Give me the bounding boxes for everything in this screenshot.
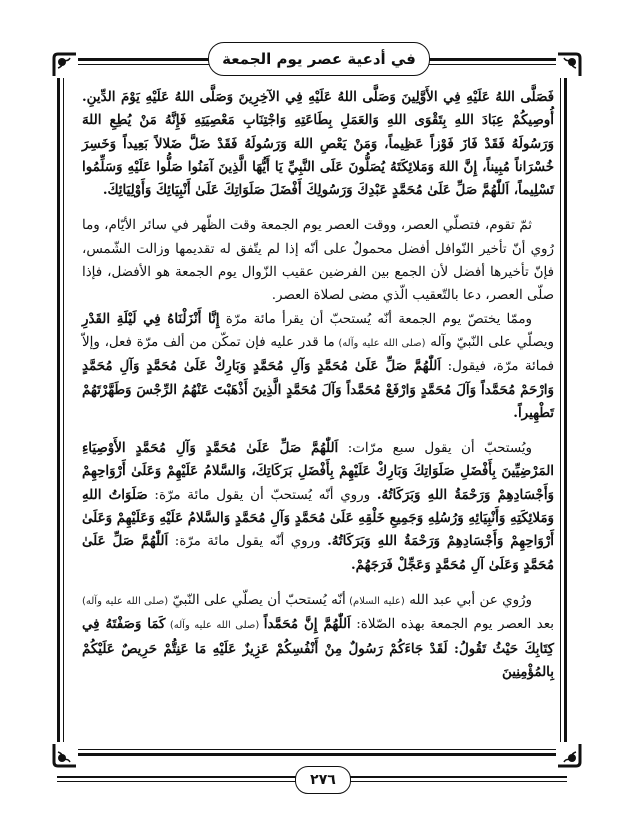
supplication-text: اَللّٰهُمَّ صَلِّ عَلَىٰ مُحَمَّدٍ وَآلِ مُحَمَّدٍ الأَوْصِيَاءِ المَرْضِيِّينَ بِأَفْضَلِ صَلَوَاتِكَ وَبَارِكْ عَلَيْهِمْ بِأَفْضَلِ بَرَكَاتِكَ، وَالسَّلامُ عَلَيْهِمْ وَعَلَىٰ أَرْوَاحِهِمْ وَأَجْسَادِهِمْ وَرَحْمَةُ اللهِ وَبَرَكَاتُهُ. bbox=[82, 440, 555, 503]
corner-ornament-icon bbox=[556, 52, 582, 78]
narration-text: ويصلّي على النّبيّ وآله bbox=[425, 334, 554, 350]
narration-text: وروي أنّه يقول مائة مرّة: bbox=[168, 534, 328, 550]
corner-ornament-icon bbox=[556, 742, 582, 768]
supplication-text: اَللّٰهُمَّ إِنَّ مُحَمَّداً bbox=[263, 616, 351, 633]
narration-text: ويُستحبّ أن يقول سبع مرّات: bbox=[338, 441, 532, 457]
page-number-cartouche bbox=[295, 766, 351, 794]
narration-text: وممّا يختصّ يوم الجمعة أنّه يُستحبّ أن يقرأ مائة مرّة bbox=[219, 311, 532, 327]
page-body bbox=[82, 86, 554, 684]
corner-ornament-icon bbox=[52, 52, 78, 78]
narration-text: ما قدر عليه فإن تمكّن من ألف مرّة فعل، وإلاّ فمائة مرّة، فيقول: bbox=[82, 334, 554, 375]
narration-text: وروي أنّه يُستحبّ أن يقول مائة مرّة: bbox=[147, 487, 377, 503]
paragraph-sermon-conclusion: فَصَلَّى اللهُ عَلَيْهِ فِي الأَوَّلِينَ وَصَلَّى اللهُ عَلَيْهِ فِي الآخِرِينَ وَصَلَّى اللهُ عَلَيْهِ يَوْمَ الدِّينِ. أُوصِيكُمْ عِبَادَ اللهِ بِتَقْوَى اللهِ وَالعَمَلِ بِطَاعَتِهِ وَاجْتِنَابِ مَعْصِيَتِهِ فَإِنَّهُ مَنْ يُطِعِ اللهَ وَرَسُولَهُ فَقَدْ فَازَ فَوْزاً عَظِيماً، وَمَنْ يَعْصِ اللهَ وَرَسُولَهُ فَقَدْ ضَلَّ ضَلالاً بَعِيداً وَخَسِرَ خُسْرَاناً مُبِيناً، إِنَّ اللهَ وَمَلائِكَتَهُ يُصَلُّونَ عَلَى النَّبِيِّ يَا أَيُّهَا الَّذِينَ آمَنُوا صَلُّوا عَلَيْهِ وَسَلِّمُوا تَسْلِيماً، اَللّٰهُمَّ صَلِّ عَلَىٰ مُحَمَّدٍ عَبْدِكَ وَرَسُولِكَ أَفْضَلَ صَلَوَاتِكَ عَلَىٰ أَنْبِيَائِكَ وَأَوْلِيَائِكَ. bbox=[82, 89, 554, 199]
page-number: ٢٧٦ bbox=[310, 772, 336, 788]
supplication-text: اَللّٰهُمَّ صَلِّ عَلَىٰ مُحَمَّدٍ وَآلِ مُحَمَّدٍ وَبَارِكْ عَلَىٰ مُحَمَّدٍ وَآلِ مُحَمَّدٍ وَارْحَمْ مُحَمَّداً وَآلَ مُحَمَّدٍ وَارْفَعْ مُحَمَّداً وَآلَ مُحَمَّدٍ الَّذِينَ أَذْهَبْتَ عَنْهُمُ الرِّجْسَ وَطَهَّرْتَهُمْ تَطْهِيراً. bbox=[82, 358, 554, 421]
paragraph-abi-abdillah bbox=[82, 589, 554, 684]
honorific-glyph-icon: (صلى الله عليه وآله) bbox=[334, 337, 426, 349]
paragraph-asr-timing: ثمّ تقوم، فتصلّي العصر، ووقت العصر يوم الجمعة وقت الظّهر في سائر الأيّام، وما رُوي أنّ تأخير النّوافل أفضل محمولٌ على أنّه إذا لم يتّفق له تقديمها وزالت الشّمس، فإنّ تأخيرها أفضل لأن الجمع بين الفرضين عقيب الزّوال يوم الجمعة هو الأفضل، فإذا صلّى العصر، دعا بالتّعقيب الّذي مضى لصلاة العصر. bbox=[82, 218, 554, 304]
supplication-text: اَللّٰهُمَّ صَلِّ عَلَىٰ مُحَمَّدٍ وَعَلَىٰ آلِ مُحَمَّدٍ وَعَجِّلْ فَرَجَهُمْ. bbox=[82, 533, 554, 573]
narration-text: بعد العصر يوم الجمعة بهذه الصّلاة: bbox=[350, 617, 554, 633]
chapter-title: في أدعية عصر يوم الجمعة bbox=[222, 50, 416, 68]
paragraph-qadr-salawat bbox=[82, 308, 554, 425]
narration-text: ورُوي عن أبي عبد الله bbox=[404, 592, 532, 608]
chapter-title-cartouche bbox=[208, 42, 430, 76]
supplication-text: كَمَا وَصَفْتَهُ فِي كِتَابِكَ حَيْثُ تَقُولُ: لَقَدْ جَاءَكُمْ رَسُولٌ مِنْ أَنْفُسِكُمْ عَزِيزٌ عَلَيْهِ مَا عَنِتُّمْ حَرِيصٌ عَلَيْكُمْ بِالمُؤْمِنِينَ bbox=[82, 616, 554, 680]
paragraph-seven-times bbox=[82, 437, 554, 577]
supplication-text: صَلَوَاتُ اللهِ وَمَلائِكَتِهِ وَأَنْبِيَائِهِ وَرُسُلِهِ وَجَمِيعِ خَلْقِهِ عَلَىٰ مُحَمَّدٍ وَآلِ مُحَمَّدٍ وَالسَّلامُ عَلَيْهِ وَعَلَيْهِمْ وَعَلَىٰ أَرْوَاحِهِمْ وَأَجْسَادِهِمْ وَرَحْمَةُ اللهِ وَبَرَكَاتُهُ. bbox=[82, 486, 554, 550]
honorific-glyph-icon: (عليه السلام) bbox=[345, 595, 405, 607]
supplication-text: إِنَّا أَنْزَلْنَاهُ فِي لَيْلَةِ القَدْرِ bbox=[82, 310, 220, 327]
honorific-glyph-icon: (صلى الله عليه وآله) bbox=[165, 620, 264, 632]
narration-text: أنّه يُستحبّ أن يصلّي على النّبيّ bbox=[168, 592, 346, 608]
honorific-glyph-icon: (صلى الله عليه وآله) bbox=[82, 595, 169, 607]
corner-ornament-icon bbox=[52, 742, 78, 768]
